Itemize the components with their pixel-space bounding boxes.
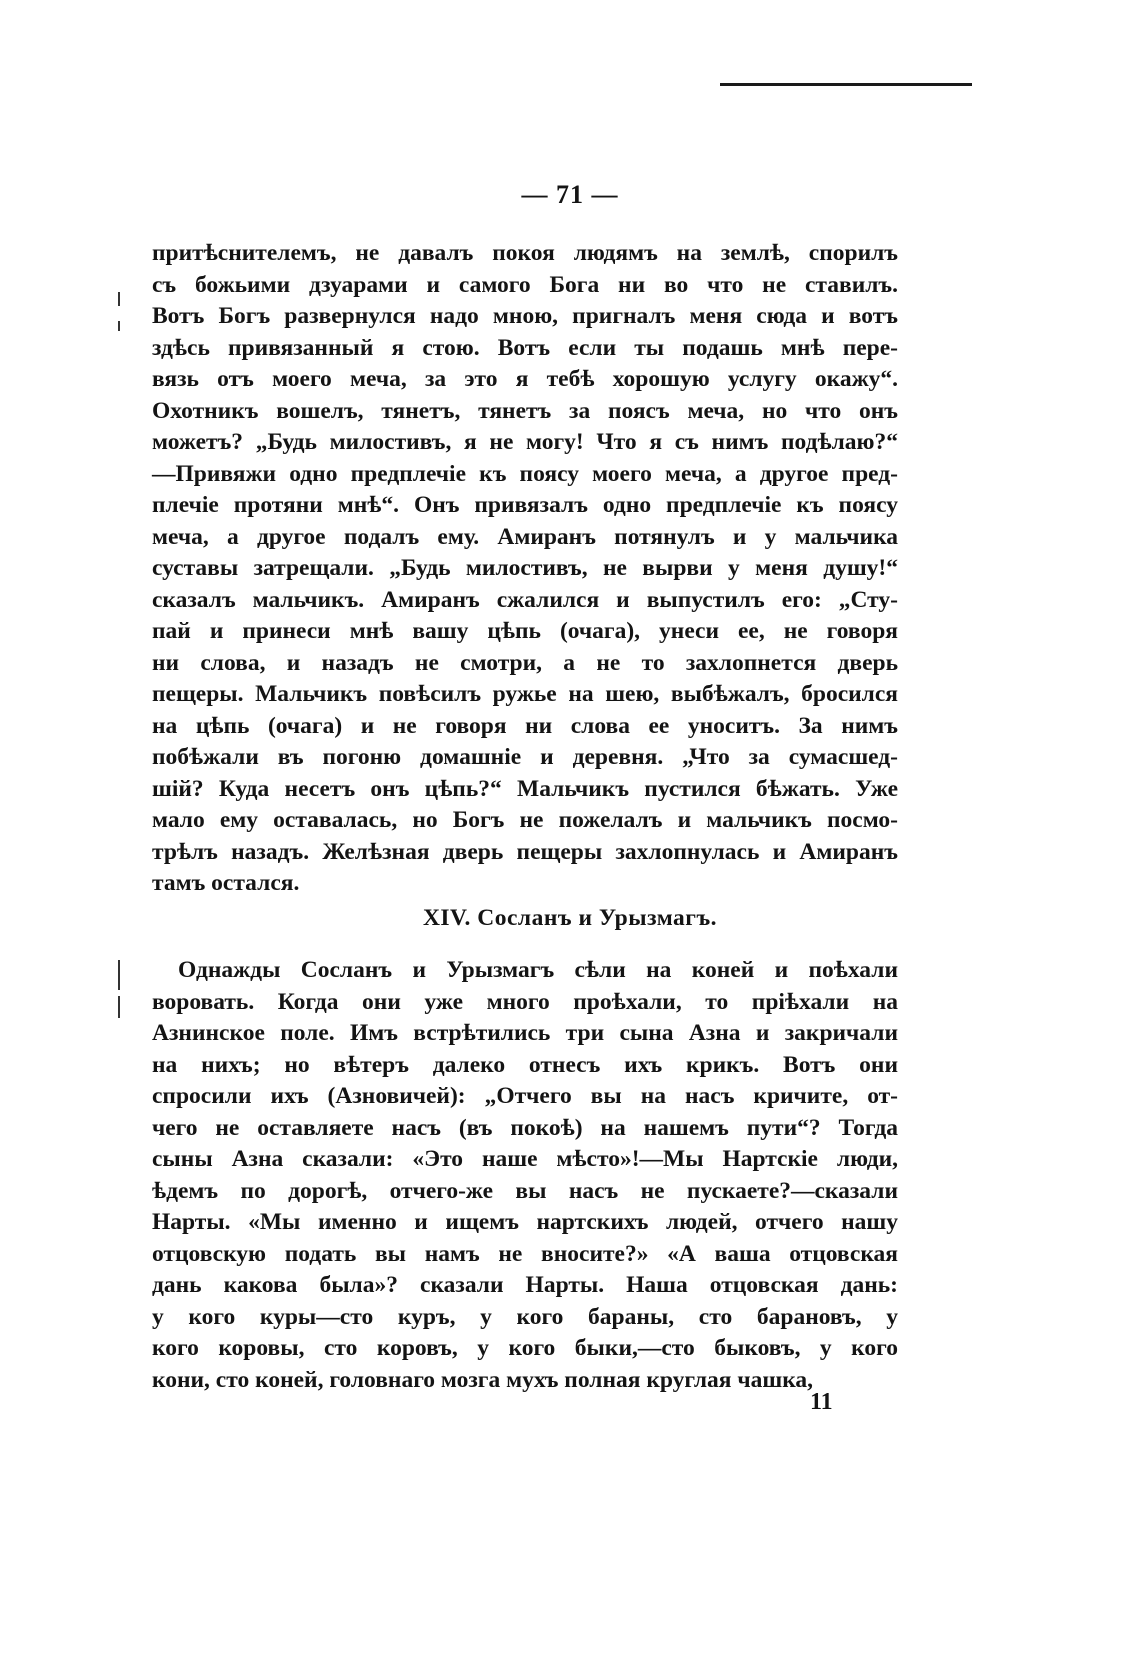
text-line: плечіе протяни мнѣ“. Онъ привязалъ одно предплечіе къ поясу xyxy=(152,492,898,518)
text-line: притѣснителемъ, не давалъ покоя людямъ на землѣ, спорилъ xyxy=(152,240,898,266)
section-heading: XIV. Сосланъ и Урызмагъ. xyxy=(422,905,718,931)
text-line: Вотъ Богъ развернулся надо мною, пригналъ меня сюда и вотъ xyxy=(152,303,898,329)
text-line: мало ему оставалась, но Богъ не пожелалъ и мальчикъ посмо- xyxy=(152,807,898,833)
text-line: Однажды Сосланъ и Урызмагъ сѣли на коней и поѣхали xyxy=(178,957,898,983)
text-line: меча, а другое подалъ ему. Амиранъ потянулъ и у мальчика xyxy=(152,523,898,550)
text-line: тамъ остался. xyxy=(152,870,300,896)
text-line: ни слова, и назадъ не смотри, а не то захлопнется дверь xyxy=(152,649,898,676)
text-line: Азнинское поле. Имъ встрѣтились три сына Азна и закричали xyxy=(152,1020,898,1046)
text-line: на нихъ; но вѣтеръ далеко отнесъ ихъ крикъ. Вотъ они xyxy=(152,1051,898,1078)
text-line: Охотникъ вошелъ, тянетъ, тянетъ за поясъ меча, но что онъ xyxy=(152,397,898,424)
text-line: спросили ихъ (Азновичей): „Отчего вы на насъ кричите, от- xyxy=(152,1083,898,1109)
paragraph-continuation xyxy=(152,238,898,900)
paragraph-section-start xyxy=(152,955,898,1396)
text-line: можетъ? „Будь милостивъ, я не могу! Что я съ нимъ подѣлаю?“ xyxy=(152,429,898,455)
text-line: трѣлъ назадъ. Желѣзная дверь пещеры захлопнулась и Амиранъ xyxy=(152,838,898,865)
text-line: кого коровы, сто коровъ, у кого быки,—сто быковъ, у кого xyxy=(152,1335,898,1361)
text-line: Нарты. «Мы именно и ищемъ нартскихъ людей, отчего нашу xyxy=(152,1209,898,1235)
text-line: пай и принеси мнѣ вашу цѣпь (очага), унеси ее, не говоря xyxy=(152,618,898,644)
text-line: у кого куры—сто куръ, у кого бараны, сто барановъ, у xyxy=(152,1303,898,1330)
text-line: отцовскую подать вы намъ не вносите?» «А ваша отцовская xyxy=(152,1240,898,1267)
margin-speck xyxy=(118,960,120,990)
text-line: шій? Куда несетъ онъ цѣпь?“ Мальчикъ пустился бѣжать. Уже xyxy=(152,775,898,802)
printer-signature-mark: 11 xyxy=(810,1389,833,1415)
text-line: съ божьими дзуарами и самого Бога ни во что не ставилъ. xyxy=(152,271,898,298)
text-line: на цѣпь (очага) и не говоря ни слова ее уноситъ. За нимъ xyxy=(152,712,898,739)
text-line: здѣсь привязанный я стою. Вотъ если ты подашь мнѣ пере- xyxy=(152,334,898,361)
text-line: вязь отъ моего меча, за это я тебѣ хорошую услугу окажу“. xyxy=(152,366,898,392)
page-number: — 71 — xyxy=(521,180,619,209)
text-line: сыны Азна сказали: «Это наше мѣсто»!—Мы Нартскіе люди, xyxy=(152,1146,898,1172)
margin-speck xyxy=(118,321,120,331)
text-line: сказалъ мальчикъ. Амиранъ сжалился и выпустилъ его: „Сту- xyxy=(152,586,898,613)
text-line: кони, сто коней, головнаго мозга мухъ полная круглая чашка, xyxy=(152,1366,814,1393)
text-line: чего не оставляете насъ (въ покоѣ) на нашемъ пути“? Тогда xyxy=(152,1114,898,1141)
margin-speck xyxy=(118,996,120,1018)
text-line: —Привяжи одно предплечіе къ поясу моего меча, а другое пред- xyxy=(152,460,898,487)
text-line: пещеры. Мальчикъ повѣсилъ ружье на шею, выбѣжалъ, бросился xyxy=(152,681,898,707)
text-line: ѣдемъ по дорогѣ, отчего-же вы насъ не пускаете?—сказали xyxy=(152,1177,898,1204)
top-rule xyxy=(720,83,972,86)
text-line: дань какова была»? сказали Нарты. Наша отцовская дань: xyxy=(152,1272,898,1298)
text-line: суставы затрещали. „Будь милостивъ, не вырви у меня душу!“ xyxy=(152,555,898,581)
text-line: побѣжали въ погоню домашніе и деревня. „Что за сумасшед- xyxy=(152,744,898,770)
text-line: воровать. Когда они уже много проѣхали, то пріѣхали на xyxy=(152,988,898,1015)
margin-speck xyxy=(118,292,120,306)
